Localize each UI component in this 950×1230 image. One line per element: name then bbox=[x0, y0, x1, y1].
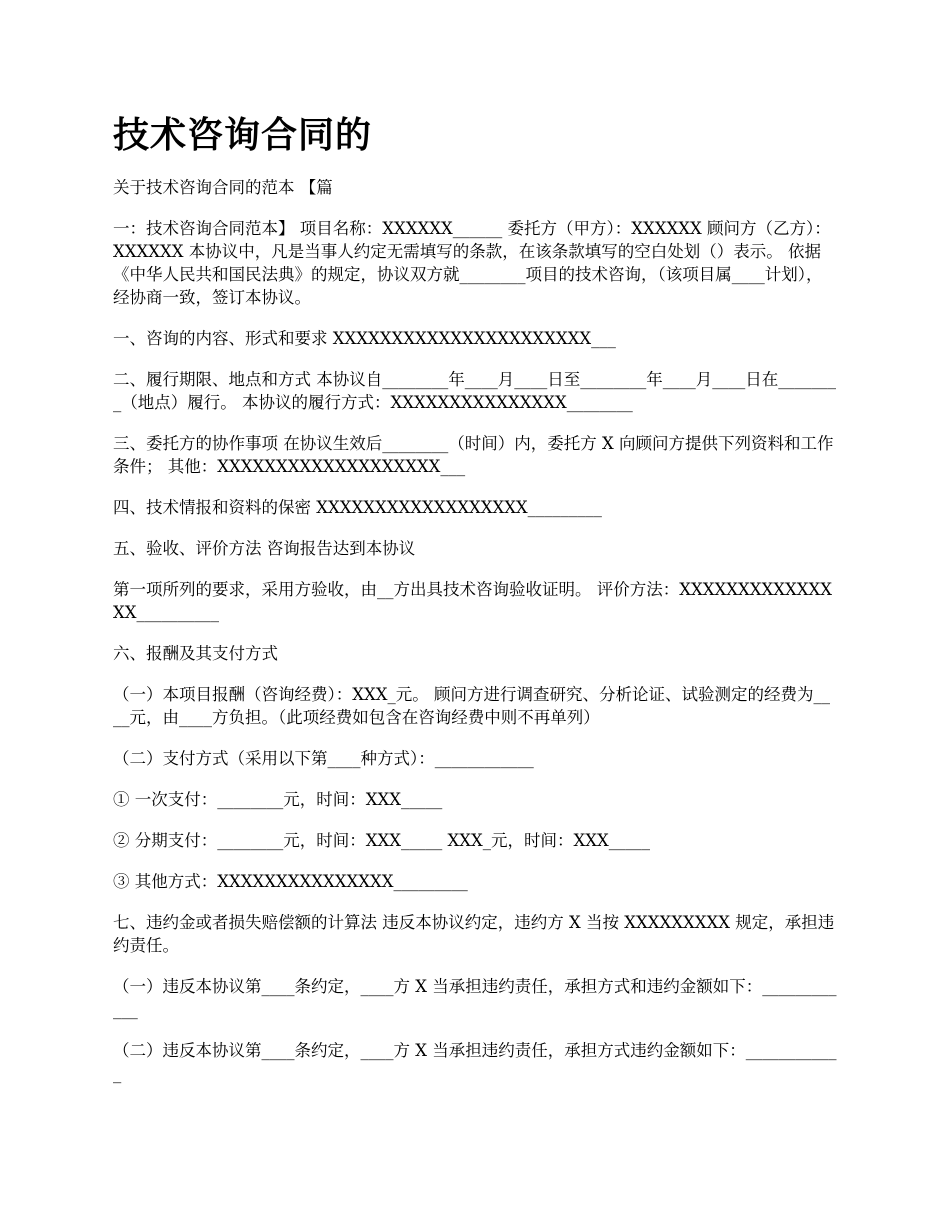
paragraph-payment-option-2: ② 分期支付：________元，时间：XXX_____ XXX_元，时间：XXX_____ bbox=[113, 831, 650, 850]
paragraph-section-6-1: （一）本项目报酬（咨询经费）：XXX_元。 顾问方进行调查研究、分析论证、试验测定的经费为____元，由____方负担。（此项经费如包含在咨询经费中则不再单列） bbox=[113, 685, 830, 727]
document-page bbox=[113, 110, 838, 1103]
paragraph-payment-option-1: ① 一次支付：________元，时间：XXX_____ bbox=[113, 790, 443, 809]
paragraph-intro: 关于技术咨询合同的范本 【篇 bbox=[113, 178, 333, 197]
paragraph-section-5-cont: 第一项所列的要求，采用方验收，由__方出具技术咨询验收证明。 评价方法：XXXXXXXXXXXXXXX__________ bbox=[113, 580, 832, 622]
paragraph-section-7-1: （一）违反本协议第____条约定，____方 X 当承担违约责任，承担方式和违约金额如下：____________ bbox=[113, 977, 837, 1019]
paragraph-section-2: 二、履行期限、地点和方式 本协议自________年____月____日至________年____月____日在________（地点）履行。 本协议的履行方式：XXXXXXXXXXXXXXX________ bbox=[113, 370, 836, 412]
paragraph-section-6-2: （二）支付方式（采用以下第____种方式）：____________ bbox=[113, 749, 534, 768]
paragraph-section-4: 四、技术情报和资料的保密 XXXXXXXXXXXXXXXXXX_________ bbox=[113, 498, 602, 517]
paragraph-preamble: 一：技术咨询合同范本】 项目名称：XXXXXX______ 委托方（甲方）：XXXXXX 顾问方（乙方）：XXXXXX 本协议中，凡是当事人约定无需填写的条款，在该条款填写的空白处划（）表示。 依据《中华人民共和国民法典》的规定，协议双方就________项目的技术咨询，（该项目属____计划），经协商一致，签订本协议。 bbox=[113, 219, 831, 307]
paragraph-section-7-2: （二）违反本协议第____条约定，____方 X 当承担违约责任，承担方式违约金额如下：____________ bbox=[113, 1041, 837, 1083]
paragraph-section-6: 六、报酬及其支付方式 bbox=[113, 644, 278, 663]
paragraph-payment-option-3: ③ 其他方式：XXXXXXXXXXXXXXX_________ bbox=[113, 872, 468, 891]
paragraph-section-3: 三、委托方的协作事项 在协议生效后________（时间）内，委托方 X 向顾问方提供下列资料和工作条件； 其他：XXXXXXXXXXXXXXXXXXX___ bbox=[113, 434, 834, 476]
document-title: 技术咨询合同的 bbox=[113, 115, 373, 156]
paragraph-section-7: 七、违约金或者损失赔偿额的计算法 违反本协议约定，违约方 X 当按 XXXXXXXXX 规定，承担违约责任。 bbox=[113, 913, 835, 955]
paragraph-section-1: 一、咨询的内容、形式和要求 XXXXXXXXXXXXXXXXXXXXXX___ bbox=[113, 329, 616, 348]
paragraph-section-5: 五、验收、评价方法 咨询报告达到本协议 bbox=[113, 539, 416, 558]
